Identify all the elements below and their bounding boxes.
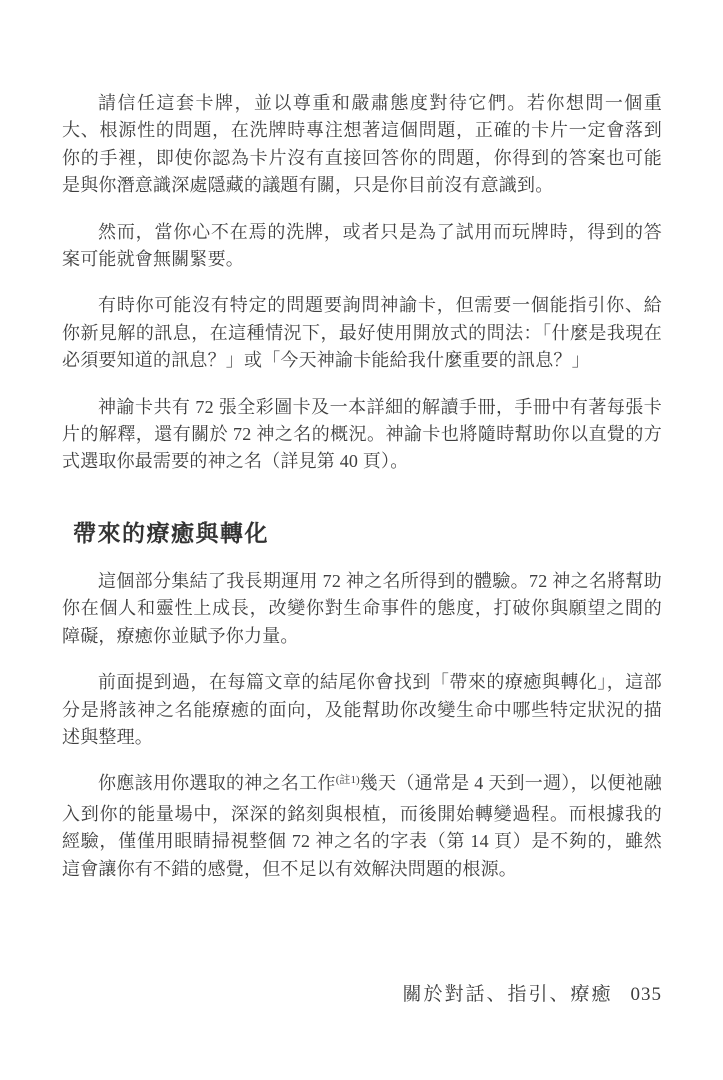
- paragraph: 神諭卡共有 72 張全彩圖卡及一本詳細的解讀手冊，手冊中有著每張卡片的解釋，還有關於 72 神之名的概況。神諭卡也將隨時幫助你以直覺的方式選取你最需要的神之名（詳見第 40 頁）。: [62, 396, 662, 472]
- paragraph-text: 幾天（通常是 4 天到一週），以便祂融入到你的能量場中，深深的銘刻與根植，而後開始轉變過程。而根據我的經驗，僅僅用眼睛掃視整個 72 神之名的字表（第 14 頁）是不夠的，雖然這會讓你有不錯的感覺，但不足以有效解決問題的根源。: [62, 773, 662, 879]
- page-footer: [62, 979, 662, 1006]
- paragraph-text: 你應該用你選取的神之名工作: [98, 773, 336, 794]
- paragraph: 請信任這套卡牌，並以尊重和嚴肅態度對待它們。若你想問一個重大、根源性的問題，在洗牌時專注想著這個問題，正確的卡片一定會落到你的手裡，即使你認為卡片沒有直接回答你的問題，你得到的答案也可能是與你潛意識深處隱藏的議題有關，只是你目前沒有意識到。: [62, 93, 662, 196]
- section-heading: 帶來的療癒與轉化: [73, 519, 269, 546]
- paragraph: 有時你可能沒有特定的問題要詢問神諭卡，但需要一個能指引你、給你新見解的訊息，在這種情況下，最好使用開放式的問法：「什麼是我現在必須要知道的訊息？」或「今天神諭卡能給我什麼重要的訊息？」: [62, 295, 662, 371]
- paragraph: 前面提到過，在每篇文章的結尾你會找到「帶來的療癒與轉化」，這部分是將該神之名能療癒的面向，及能幫助你改變生命中哪些特定狀況的描述與整理。: [62, 672, 662, 747]
- footnote-marker: (註1): [335, 774, 360, 787]
- paragraph: 然而，當你心不在焉的洗牌，或者只是為了試用而玩牌時，得到的答案可能就會無關緊要。: [62, 221, 662, 270]
- text-block: [62, 90, 662, 902]
- paragraph: 這個部分集結了我長期運用 72 神之名所得到的體驗。72 神之名將幫助你在個人和靈性上成長，改變你對生命事件的態度，打破你與願望之間的障礙，療癒你並賦予你力量。: [62, 570, 662, 646]
- page-number: 035: [630, 984, 662, 1005]
- paragraph-with-footnote: [62, 770, 662, 883]
- running-title: 關於對話、指引、療癒: [402, 984, 613, 1005]
